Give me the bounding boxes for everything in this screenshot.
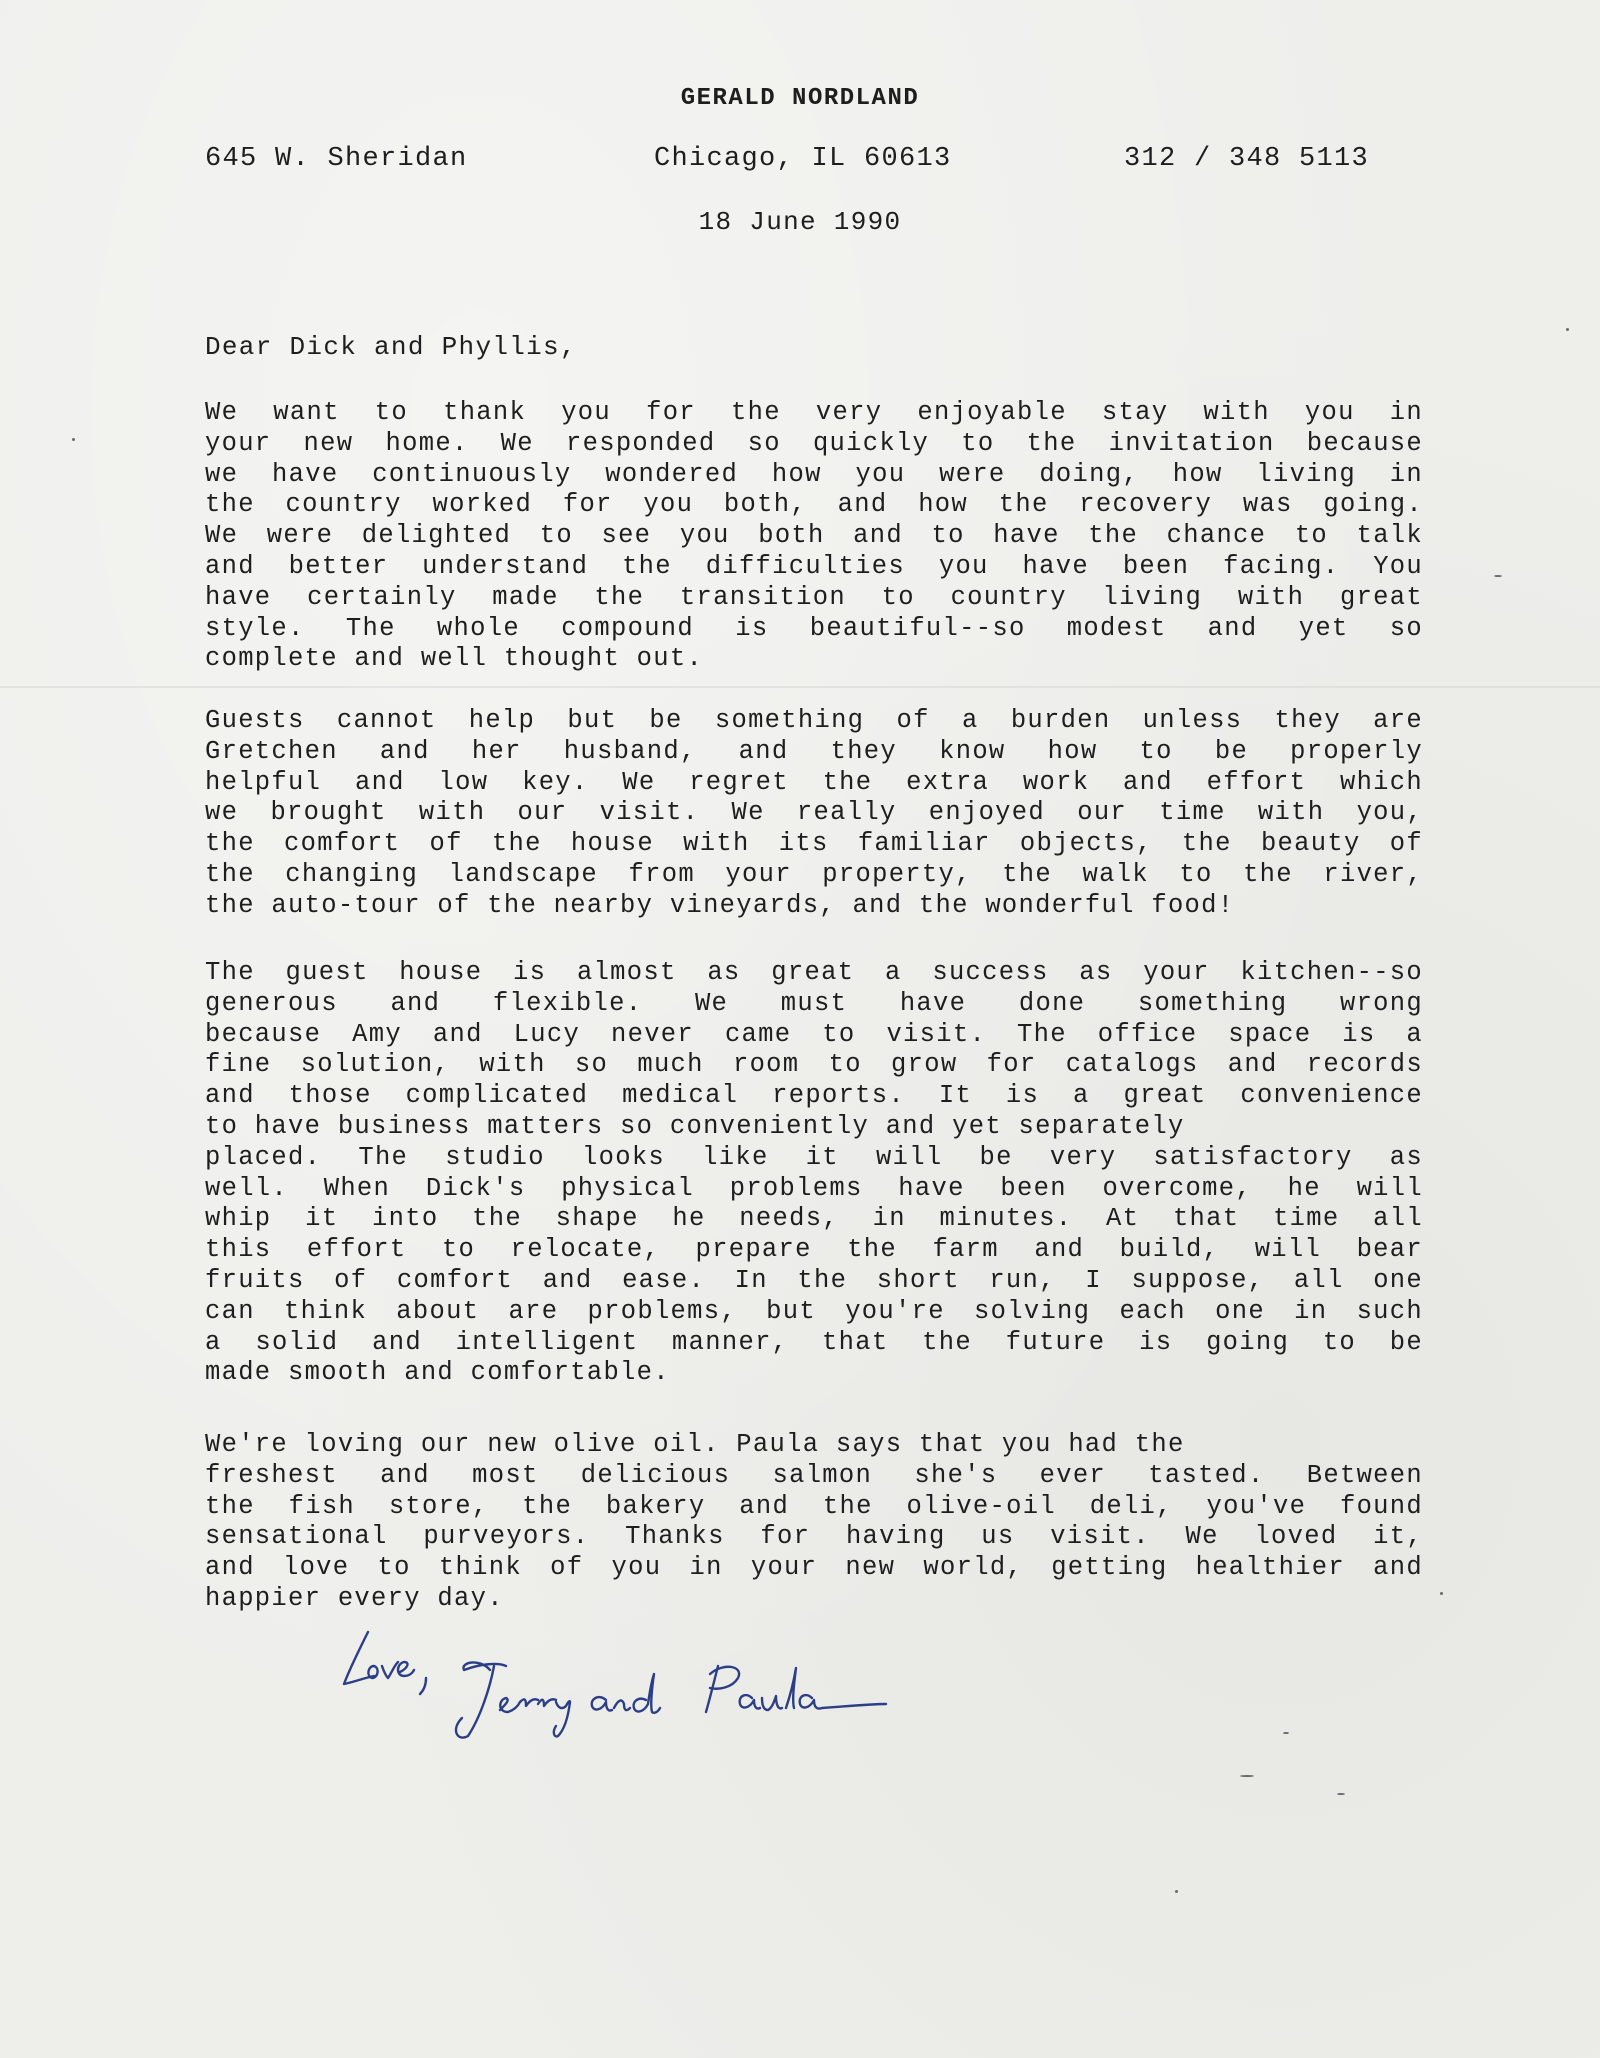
text-line: we have continuously wondered how you were doing, how living in bbox=[205, 459, 1423, 489]
letterhead-street: 645 W. Sheridan bbox=[205, 144, 468, 174]
paper-speck bbox=[1240, 1775, 1254, 1777]
text-line: fruits of comfort and ease. In the short run, I suppose, all one bbox=[205, 1265, 1423, 1295]
letterhead-phone: 312 / 348 5113 bbox=[1124, 144, 1370, 174]
text-line: freshest and most delicious salmon she's ever tasted. Between bbox=[205, 1460, 1423, 1490]
text-line: happier every day. bbox=[205, 1583, 504, 1613]
letterhead-name: GERALD NORDLAND bbox=[680, 85, 920, 112]
paper-speck bbox=[72, 438, 75, 441]
text-line: the comfort of the house with its familiar objects, the beauty of bbox=[205, 829, 1423, 859]
paper-fold-line bbox=[0, 686, 1600, 688]
signature-drawing bbox=[330, 1618, 930, 1758]
text-line: We were delighted to see you both and to have the chance to talk bbox=[205, 521, 1423, 551]
paper-speck bbox=[1440, 1592, 1443, 1595]
text-line: placed. The studio looks like it will be very satisfactory as bbox=[205, 1142, 1423, 1172]
paper-speck bbox=[1494, 575, 1502, 577]
text-line: well. When Dick's physical problems have been overcome, he will bbox=[205, 1173, 1423, 1203]
text-line: a solid and intelligent manner, that the future is going to be bbox=[205, 1327, 1423, 1357]
text-line: the auto-tour of the nearby vineyards, and the wonderful food! bbox=[205, 890, 1235, 920]
text-line: style. The whole compound is beautiful--so modest and yet so bbox=[205, 613, 1423, 643]
text-line: Gretchen and her husband, and they know how to be properly bbox=[205, 736, 1423, 766]
text-line: this effort to relocate, prepare the farm and build, will bear bbox=[205, 1235, 1423, 1265]
text-line: generous and flexible. We must have done something wrong bbox=[205, 988, 1423, 1018]
paper-speck bbox=[1566, 328, 1569, 331]
text-line: We're loving our new olive oil. Paula says that you had the bbox=[205, 1430, 1185, 1459]
text-line: have certainly made the transition to country living with great bbox=[205, 582, 1423, 612]
body-paragraph-2 bbox=[205, 706, 1423, 922]
body-paragraph-1 bbox=[205, 398, 1423, 675]
text-line: the fish store, the bakery and the olive-oil deli, you've found bbox=[205, 1491, 1423, 1521]
text-line: we brought with our visit. We really enjoyed our time with you, bbox=[205, 798, 1423, 828]
letter-date: 18 June 1990 bbox=[698, 207, 902, 237]
text-line: can think about are problems, but you're solving each one in such bbox=[205, 1296, 1423, 1326]
text-line: helpful and low key. We regret the extra work and effort which bbox=[205, 767, 1423, 797]
text-line: and love to think of you in your new world, getting healthier and bbox=[205, 1553, 1423, 1583]
paper-speck bbox=[1337, 1793, 1345, 1795]
text-line: Guests cannot help but be something of a burden unless they are bbox=[205, 706, 1423, 735]
text-line: The guest house is almost as great a success as your kitchen--so bbox=[205, 958, 1423, 987]
text-line: fine solution, with so much room to grow for catalogs and records bbox=[205, 1050, 1423, 1080]
body-paragraph-3 bbox=[205, 958, 1423, 1389]
text-line: We want to thank you for the very enjoyable stay with you in bbox=[205, 398, 1423, 427]
text-line: because Amy and Lucy never came to visit. The office space is a bbox=[205, 1019, 1423, 1049]
text-line: sensational purveyors. Thanks for having us visit. We loved it, bbox=[205, 1522, 1423, 1552]
paper-speck bbox=[1283, 1732, 1289, 1734]
salutation: Dear Dick and Phyllis, bbox=[205, 332, 577, 362]
text-line: the country worked for you both, and how the recovery was going. bbox=[205, 490, 1423, 520]
text-line: and better understand the difficulties you have been facing. You bbox=[205, 551, 1423, 581]
text-line: complete and well thought out. bbox=[205, 644, 704, 674]
text-line: and those complicated medical reports. It is a great convenience bbox=[205, 1081, 1423, 1111]
body-paragraph-4 bbox=[205, 1430, 1423, 1615]
text-line: the changing landscape from your property, the walk to the river, bbox=[205, 859, 1423, 889]
text-line: your new home. We responded so quickly to the invitation because bbox=[205, 428, 1423, 458]
text-line: made smooth and comfortable. bbox=[205, 1358, 670, 1388]
text-line: to have business matters so conveniently and yet separately bbox=[205, 1111, 1185, 1141]
paper-speck bbox=[1175, 1890, 1178, 1893]
handwritten-signature bbox=[330, 1618, 930, 1758]
text-line: whip it into the shape he needs, in minutes. At that time all bbox=[205, 1204, 1423, 1234]
letterhead-city: Chicago, IL 60613 bbox=[654, 144, 952, 174]
